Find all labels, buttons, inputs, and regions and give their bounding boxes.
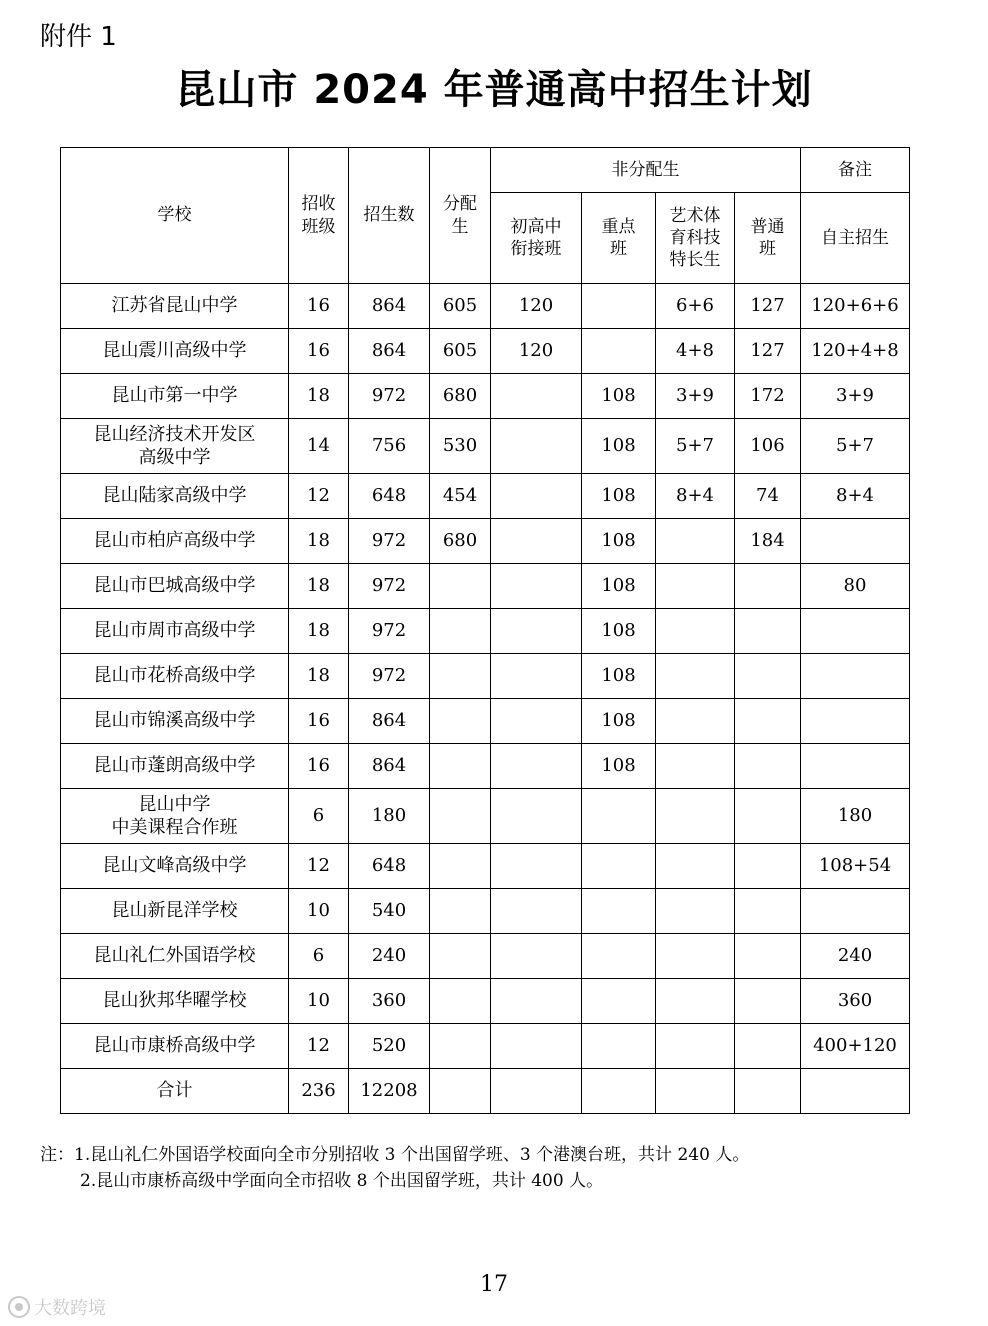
table-row	[61, 564, 910, 609]
cell-school: 昆山市蓬朗高级中学	[61, 744, 289, 789]
header-regular-class: 普通 班	[735, 193, 801, 284]
cell-allocated	[430, 844, 491, 889]
enrollment-plan-table	[60, 147, 910, 1114]
cell-connection	[491, 789, 582, 844]
total-enrollment: 12208	[349, 1069, 430, 1114]
table-row	[61, 419, 910, 474]
cell-enrollment: 180	[349, 789, 430, 844]
total-empty-cell	[735, 1069, 801, 1114]
cell-allocated	[430, 654, 491, 699]
cell-self	[801, 744, 910, 789]
cell-self: 180	[801, 789, 910, 844]
table-row	[61, 789, 910, 844]
cell-enrollment: 864	[349, 329, 430, 374]
cell-school: 江苏省昆山中学	[61, 284, 289, 329]
cell-classes: 12	[289, 474, 349, 519]
cell-self	[801, 654, 910, 699]
cell-self: 400+120	[801, 1024, 910, 1069]
cell-classes: 18	[289, 609, 349, 654]
cell-regular	[735, 844, 801, 889]
page-number: 17	[480, 1272, 508, 1297]
cell-specialty	[656, 699, 735, 744]
cell-key: 108	[582, 474, 656, 519]
cell-key	[582, 1024, 656, 1069]
cell-specialty: 4+8	[656, 329, 735, 374]
cell-enrollment: 864	[349, 699, 430, 744]
table-row	[61, 934, 910, 979]
cell-classes: 12	[289, 844, 349, 889]
cell-classes: 18	[289, 654, 349, 699]
cell-allocated	[430, 699, 491, 744]
cell-enrollment: 972	[349, 609, 430, 654]
header-specialty: 艺术体 育科技 特长生	[656, 193, 735, 284]
cell-self: 120+6+6	[801, 284, 910, 329]
cell-connection	[491, 844, 582, 889]
cell-regular	[735, 789, 801, 844]
cell-regular: 127	[735, 284, 801, 329]
cell-school: 昆山礼仁外国语学校	[61, 934, 289, 979]
cell-key	[582, 329, 656, 374]
cell-regular	[735, 654, 801, 699]
cell-key: 108	[582, 419, 656, 474]
table-row-total	[61, 1069, 910, 1114]
cell-specialty: 3+9	[656, 374, 735, 419]
cell-classes: 16	[289, 284, 349, 329]
total-empty-cell	[491, 1069, 582, 1114]
cell-classes: 18	[289, 519, 349, 564]
cell-key	[582, 789, 656, 844]
cell-key: 108	[582, 519, 656, 564]
cell-classes: 6	[289, 789, 349, 844]
table-row	[61, 889, 910, 934]
cell-specialty	[656, 609, 735, 654]
cell-allocated	[430, 934, 491, 979]
cell-classes: 18	[289, 564, 349, 609]
header-remarks: 备注	[801, 148, 910, 193]
cell-enrollment: 972	[349, 564, 430, 609]
cell-connection	[491, 889, 582, 934]
cell-specialty	[656, 934, 735, 979]
cell-classes: 10	[289, 889, 349, 934]
cell-connection	[491, 744, 582, 789]
cell-specialty	[656, 654, 735, 699]
cell-self: 108+54	[801, 844, 910, 889]
table-row	[61, 519, 910, 564]
cell-connection	[491, 609, 582, 654]
cell-key	[582, 979, 656, 1024]
cell-school: 昆山陆家高级中学	[61, 474, 289, 519]
cell-self: 240	[801, 934, 910, 979]
table-row	[61, 844, 910, 889]
cell-school: 昆山市巴城高级中学	[61, 564, 289, 609]
cell-connection	[491, 934, 582, 979]
cell-allocated: 454	[430, 474, 491, 519]
cell-regular	[735, 609, 801, 654]
cell-school: 昆山市周市高级中学	[61, 609, 289, 654]
cell-regular: 74	[735, 474, 801, 519]
table-row	[61, 609, 910, 654]
cell-self: 80	[801, 564, 910, 609]
cell-enrollment: 648	[349, 844, 430, 889]
table-row	[61, 284, 910, 329]
header-enrollment: 招生数	[349, 148, 430, 284]
cell-regular: 184	[735, 519, 801, 564]
cell-regular	[735, 744, 801, 789]
cell-classes: 16	[289, 699, 349, 744]
cell-self: 8+4	[801, 474, 910, 519]
cell-allocated	[430, 889, 491, 934]
cell-classes: 18	[289, 374, 349, 419]
cell-key: 108	[582, 654, 656, 699]
cell-connection	[491, 979, 582, 1024]
table-row	[61, 1024, 910, 1069]
cell-school: 昆山狄邦华曜学校	[61, 979, 289, 1024]
cell-connection	[491, 654, 582, 699]
watermark-logo-icon	[8, 1296, 30, 1318]
table-row	[61, 329, 910, 374]
cell-self: 120+4+8	[801, 329, 910, 374]
cell-key: 108	[582, 699, 656, 744]
cell-specialty: 8+4	[656, 474, 735, 519]
cell-classes: 10	[289, 979, 349, 1024]
cell-enrollment: 648	[349, 474, 430, 519]
cell-key	[582, 844, 656, 889]
cell-classes: 14	[289, 419, 349, 474]
total-empty-cell	[656, 1069, 735, 1114]
cell-connection: 120	[491, 284, 582, 329]
cell-connection	[491, 374, 582, 419]
cell-self: 5+7	[801, 419, 910, 474]
cell-key	[582, 284, 656, 329]
cell-specialty	[656, 519, 735, 564]
total-classes: 236	[289, 1069, 349, 1114]
cell-regular: 127	[735, 329, 801, 374]
cell-self	[801, 609, 910, 654]
table-body	[61, 284, 910, 1114]
table-row	[61, 979, 910, 1024]
cell-school: 昆山经济技术开发区 高级中学	[61, 419, 289, 474]
cell-enrollment: 972	[349, 519, 430, 564]
cell-specialty	[656, 979, 735, 1024]
cell-regular: 172	[735, 374, 801, 419]
total-empty-cell	[801, 1069, 910, 1114]
cell-connection	[491, 699, 582, 744]
table-row	[61, 699, 910, 744]
table-row	[61, 474, 910, 519]
cell-school: 昆山市康桥高级中学	[61, 1024, 289, 1069]
cell-enrollment: 864	[349, 284, 430, 329]
cell-specialty: 5+7	[656, 419, 735, 474]
header-key-class: 重点 班	[582, 193, 656, 284]
cell-enrollment: 972	[349, 374, 430, 419]
cell-key	[582, 889, 656, 934]
cell-specialty	[656, 844, 735, 889]
table-row	[61, 744, 910, 789]
cell-connection	[491, 564, 582, 609]
header-school: 学校	[61, 148, 289, 284]
cell-regular	[735, 934, 801, 979]
cell-key: 108	[582, 564, 656, 609]
cell-enrollment: 240	[349, 934, 430, 979]
cell-specialty: 6+6	[656, 284, 735, 329]
cell-school: 昆山中学 中美课程合作班	[61, 789, 289, 844]
cell-allocated	[430, 1024, 491, 1069]
cell-enrollment: 360	[349, 979, 430, 1024]
cell-enrollment: 540	[349, 889, 430, 934]
cell-specialty	[656, 744, 735, 789]
attachment-label: 附件 1	[40, 22, 117, 52]
cell-key: 108	[582, 744, 656, 789]
cell-connection: 120	[491, 329, 582, 374]
cell-regular	[735, 979, 801, 1024]
watermark	[8, 1294, 106, 1320]
header-connection-class: 初高中 衔接班	[491, 193, 582, 284]
cell-connection	[491, 419, 582, 474]
header-classes: 招收 班级	[289, 148, 349, 284]
cell-school: 昆山文峰高级中学	[61, 844, 289, 889]
table-row	[61, 654, 910, 699]
cell-school: 昆山市锦溪高级中学	[61, 699, 289, 744]
cell-school: 昆山市柏庐高级中学	[61, 519, 289, 564]
cell-specialty	[656, 789, 735, 844]
cell-regular: 106	[735, 419, 801, 474]
cell-allocated: 680	[430, 374, 491, 419]
header-self-enrollment: 自主招生	[801, 193, 910, 284]
cell-enrollment: 972	[349, 654, 430, 699]
cell-self: 360	[801, 979, 910, 1024]
total-empty-cell	[582, 1069, 656, 1114]
cell-regular	[735, 699, 801, 744]
cell-classes: 16	[289, 744, 349, 789]
cell-enrollment: 520	[349, 1024, 430, 1069]
total-empty-cell	[430, 1069, 491, 1114]
cell-school: 昆山市第一中学	[61, 374, 289, 419]
cell-regular	[735, 889, 801, 934]
cell-key	[582, 934, 656, 979]
note-line-1: 注：1.昆山礼仁外国语学校面向全市分别招收 3 个出国留学班、3 个港澳台班，共计 240 人。	[40, 1145, 750, 1165]
cell-classes: 12	[289, 1024, 349, 1069]
cell-allocated: 605	[430, 329, 491, 374]
cell-allocated	[430, 789, 491, 844]
watermark-text: 大数跨境	[34, 1298, 106, 1319]
cell-school: 昆山震川高级中学	[61, 329, 289, 374]
cell-self	[801, 889, 910, 934]
cell-school: 昆山新昆洋学校	[61, 889, 289, 934]
cell-specialty	[656, 564, 735, 609]
note-line-2: 2.昆山市康桥高级中学面向全市招收 8 个出国留学班，共计 400 人。	[80, 1171, 604, 1192]
cell-allocated: 530	[430, 419, 491, 474]
cell-allocated: 680	[430, 519, 491, 564]
cell-allocated: 605	[430, 284, 491, 329]
cell-self	[801, 699, 910, 744]
cell-connection	[491, 1024, 582, 1069]
page-title: 昆山市 2024 年普通高中招生计划	[175, 67, 813, 113]
cell-enrollment: 756	[349, 419, 430, 474]
cell-allocated	[430, 744, 491, 789]
table-row	[61, 374, 910, 419]
notes	[40, 1142, 749, 1195]
cell-specialty	[656, 889, 735, 934]
cell-specialty	[656, 1024, 735, 1069]
header-allocated: 分配 生	[430, 148, 491, 284]
cell-allocated	[430, 564, 491, 609]
cell-self	[801, 519, 910, 564]
cell-classes: 16	[289, 329, 349, 374]
cell-connection	[491, 474, 582, 519]
cell-classes: 6	[289, 934, 349, 979]
header-non-allocated: 非分配生	[491, 148, 801, 193]
cell-allocated	[430, 609, 491, 654]
cell-key: 108	[582, 609, 656, 654]
cell-allocated	[430, 979, 491, 1024]
cell-connection	[491, 519, 582, 564]
total-label: 合计	[61, 1069, 289, 1114]
cell-enrollment: 864	[349, 744, 430, 789]
cell-regular	[735, 1024, 801, 1069]
cell-self: 3+9	[801, 374, 910, 419]
cell-regular	[735, 564, 801, 609]
cell-school: 昆山市花桥高级中学	[61, 654, 289, 699]
cell-key: 108	[582, 374, 656, 419]
